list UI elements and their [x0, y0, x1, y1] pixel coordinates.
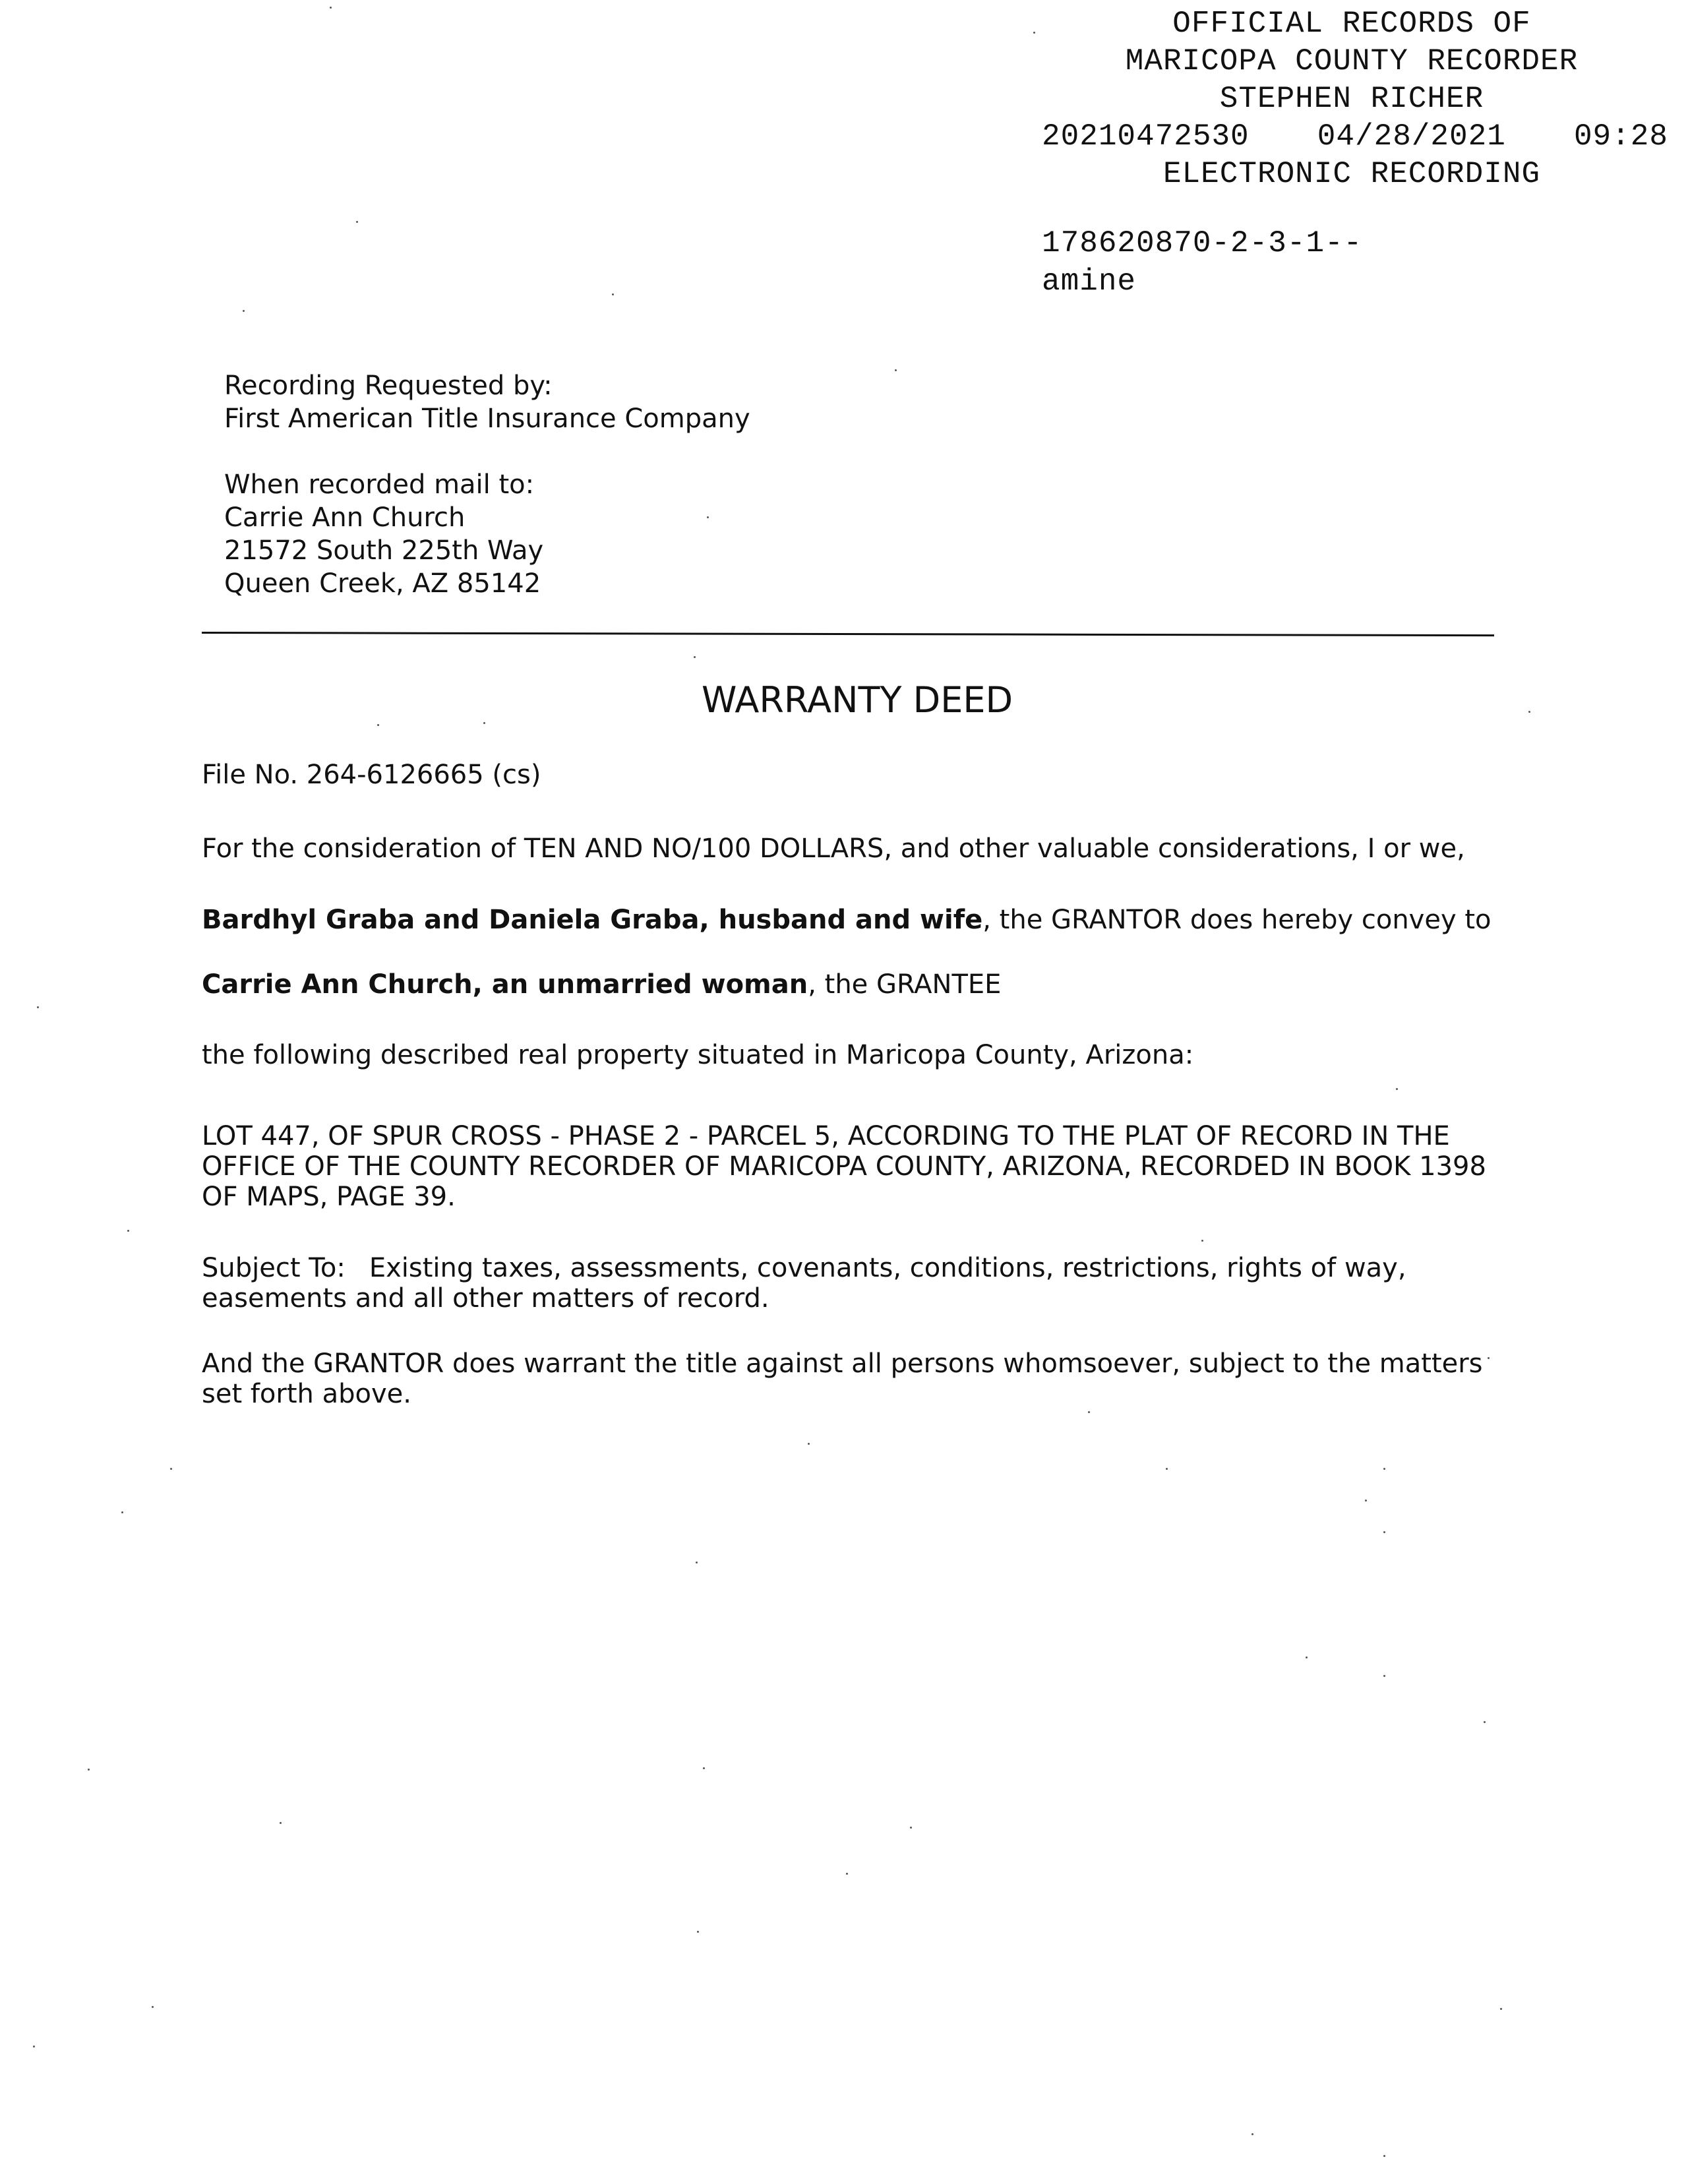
- grantor-paragraph: [202, 903, 1494, 936]
- warranty-paragraph: And the GRANTOR does warrant the title against all persons whomsoever, subject to the matters set forth above.: [202, 1349, 1483, 1409]
- grantor-name: Bardhyl Graba and Daniela Graba, husband and wife: [202, 905, 983, 935]
- trace-block: [1042, 224, 1362, 301]
- property-intro: the following described real property situated in Maricopa County, Arizona:: [202, 1040, 1194, 1070]
- grantee-clause: , the GRANTEE: [808, 969, 1002, 1000]
- recording-requested-block: [224, 369, 750, 435]
- legal-description: LOT 447, OF SPUR CROSS - PHASE 2 - PARCEL 5, ACCORDING TO THE PLAT OF RECORD IN THE OFFICE OF THE COUNTY RECORDER OF MARICOPA COUNTY, ARIZONA, RECORDED IN BOOK 1398 OF MAPS, PAGE 39.: [202, 1121, 1486, 1212]
- stamp-record-time: 09:28: [1573, 119, 1668, 154]
- grantee-name: Carrie Ann Church, an unmarried woman: [202, 969, 808, 1000]
- mail-to-city: Queen Creek, AZ 85142: [224, 568, 541, 599]
- grantor-clause: , the GRANTOR does hereby convey to: [982, 905, 1492, 935]
- file-number: File No. 264-6126665 (cs): [202, 760, 541, 790]
- mail-to-label: When recorded mail to:: [224, 470, 535, 500]
- stamp-record-number: 20210472530: [1042, 119, 1250, 154]
- mail-to-name: Carrie Ann Church: [224, 502, 466, 533]
- subject-to-paragraph: [202, 1253, 1494, 1314]
- recording-requested-by: First American Title Insurance Company: [224, 404, 750, 434]
- horizontal-divider: [202, 632, 1494, 636]
- stamp-record-date: 04/28/2021: [1317, 119, 1506, 154]
- recording-info: [224, 369, 750, 600]
- stamp-official-records: OFFICIAL RECORDS OF: [1172, 7, 1531, 41]
- mail-to-block: [224, 468, 750, 600]
- recorder-stamp: [1029, 5, 1675, 193]
- mail-to-street: 21572 South 225th Way: [224, 535, 544, 566]
- document-title: WARRANTY DEED: [701, 679, 1013, 721]
- stamp-county-recorder: MARICOPA COUNTY RECORDER: [1125, 44, 1579, 78]
- subject-to-text: Existing taxes, assessments, covenants, conditions, restrictions, rights of way, easements and all other matters of record.: [202, 1253, 1406, 1314]
- consideration-paragraph: For the consideration of TEN AND NO/100 DOLLARS, and other valuable considerations, I or we,: [202, 834, 1465, 864]
- stamp-electronic-recording: ELECTRONIC RECORDING: [1162, 157, 1541, 191]
- trace-code: 178620870-2-3-1--: [1042, 226, 1363, 260]
- recording-requested-label: Recording Requested by:: [224, 371, 553, 401]
- trace-user: amine: [1042, 264, 1137, 299]
- stamp-recorder-name: STEPHEN RICHER: [1219, 82, 1484, 116]
- subject-to-label: Subject To:: [202, 1253, 346, 1283]
- stamp-record-line: [1042, 118, 1668, 156]
- grantee-paragraph: [202, 968, 1494, 1001]
